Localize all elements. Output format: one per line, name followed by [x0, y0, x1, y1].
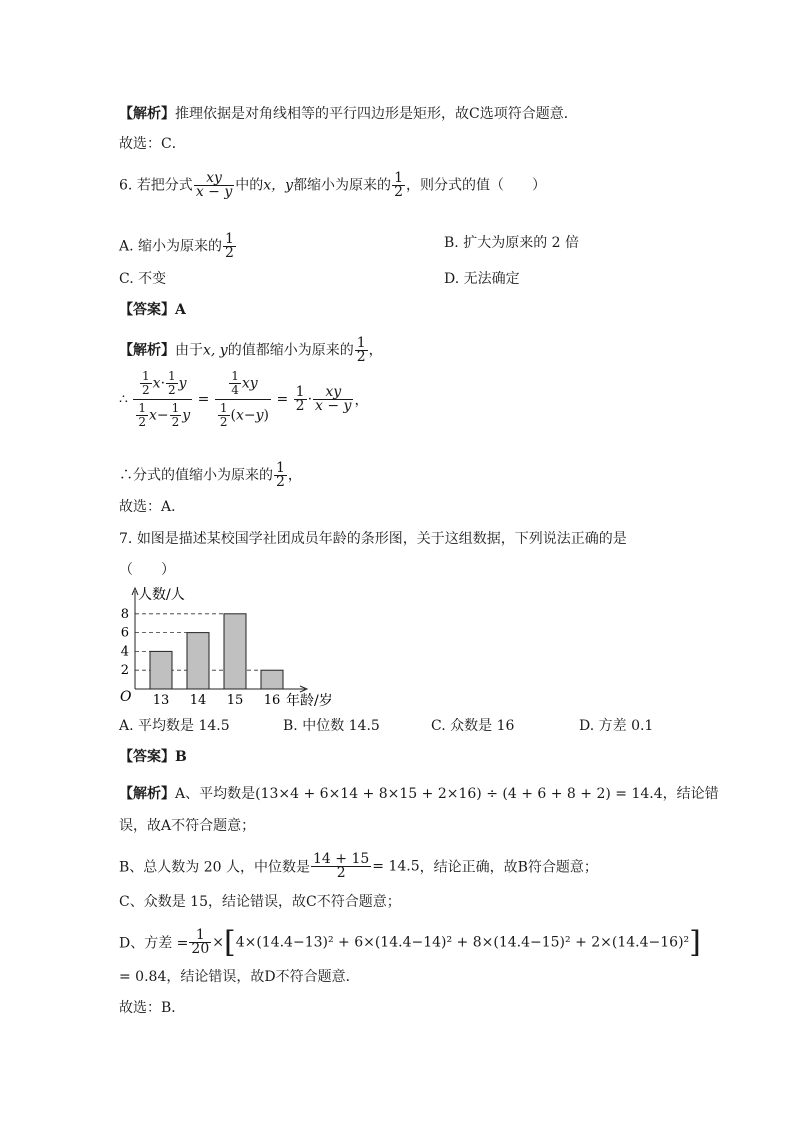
q6-equation: ∴ $\frac{1}{2}$ x· $\frac{1}{2}$ y $\frac{1}{2}$ x− $\frac{1}{2}$ y = $\frac{1}{4}$ xy $\frac{1}{2}$ (x−y) = $\frac{1}{2}$ · $\frac{xy}{x - y}$ ，: [119, 369, 369, 429]
option-text: A. 缩小为原来的: [119, 238, 223, 255]
q7-option-d: D. 方差 0.1: [579, 718, 654, 734]
q7-choose: 故选：B．: [119, 1000, 186, 1016]
bar: [224, 614, 246, 689]
q6-option-a: [119, 233, 237, 260]
fraction-half: $\frac{1}{2}$: [356, 335, 366, 365]
fraction-xy: $\frac{xy}{x - y}$: [315, 384, 352, 414]
origin-label: O: [120, 689, 132, 705]
q6-option-c: C. 不变: [119, 271, 167, 287]
median-fraction: $\frac{14 + 15}{2}$: [313, 851, 370, 881]
x-tick-label: 15: [226, 693, 244, 708]
q7-analysis-c: C、众数是 15，结论错误，故C不符合题意；: [119, 894, 401, 910]
fraction-half: $\frac{1}{2}$: [276, 460, 285, 490]
x-tick-label: 13: [152, 693, 170, 708]
bar: [187, 633, 209, 689]
x-axis-label: 年龄/岁: [286, 693, 333, 709]
stem-text: ，则分式的值（ ）: [405, 177, 546, 194]
y-axis-label: 人数/人: [138, 587, 185, 603]
y-tick-label: 6: [120, 625, 129, 641]
q7-option-b: B. 中位数 14.5: [283, 718, 380, 734]
x-tick-label: 16: [263, 693, 281, 708]
bar-chart: [110, 585, 370, 715]
conclusion-text: ，: [287, 467, 302, 484]
q6-answer: [119, 300, 186, 320]
analysis-text: D、方差 =: [119, 935, 189, 952]
question-number: 6.: [119, 177, 133, 194]
stem-vars: x，y: [263, 177, 294, 194]
q6-analysis: [119, 337, 383, 364]
q6-stem: [119, 172, 546, 199]
q6-option-b: B. 扩大为原来的 2 倍: [444, 235, 579, 251]
variance-fraction: $\frac{1}{20}$: [191, 927, 210, 957]
frac-num: 1: [394, 170, 403, 186]
stem-text: 若把分式: [136, 177, 193, 194]
analysis-text: A、平均数是: [175, 786, 256, 802]
q7-analysis-a2: 误，故A不符合题意；: [119, 818, 256, 834]
analysis-text: 推理依据是对角线相等的平行四边形是矩形，故C选项符合题意．: [175, 106, 578, 122]
conclusion-text: ∴分式的值缩小为原来的: [119, 467, 273, 484]
x-tick-label: 14: [189, 693, 207, 708]
bar: [150, 651, 172, 689]
compound-fraction-1: $\frac{1}{2}$ x· $\frac{1}{2}$ y $\frac{1}{2}$ x− $\frac{1}{2}$ y: [133, 370, 192, 429]
answer-text: 【答案】A: [119, 302, 186, 318]
y-tick-label: 8: [120, 606, 129, 622]
analysis-text: ，结论正确，故B符合题意；: [419, 859, 598, 876]
q6-choose: 故选：A．: [119, 499, 186, 515]
analysis-tag: 【解析】: [119, 106, 175, 122]
fraction-xy: [194, 172, 234, 199]
q7-analysis-a: [119, 784, 719, 804]
y-tick-label: 2: [120, 663, 129, 679]
q6-conclusion: [119, 462, 302, 489]
y-tick-label: 4: [120, 644, 129, 660]
answer-text: 【答案】B: [119, 749, 187, 765]
q7-analysis-b: [119, 853, 598, 880]
compound-fraction-2: $\frac{1}{4}$ xy $\frac{1}{2}$ (x−y): [215, 370, 271, 429]
q7-option-c: C. 众数是 16: [431, 718, 515, 734]
analysis-tag: 【解析】: [119, 786, 175, 802]
stem-text: 都缩小为原来的: [293, 177, 392, 194]
fraction-half: [392, 172, 405, 199]
q7-paren: （ ）: [119, 562, 175, 578]
median-result: = 14.5: [372, 858, 420, 875]
q7-analysis-d: D、方差 = $\frac{1}{20}$ ×[4×(14.4−13)² + 6×(14.4−14)² + 8×(14.4−15)² + 2×(14.4−16)²]: [119, 925, 701, 960]
stem-text: 中的: [235, 177, 264, 194]
analysis-text: ，结论错: [662, 786, 719, 802]
analysis-vars: x, y: [203, 342, 228, 359]
question-number: 7.: [119, 531, 133, 547]
q7-option-a: A. 平均数是 14.5: [119, 718, 230, 734]
stem-text: 如图是描述某校国学社团成员年龄的条形图，关于这组数据，下列说法正确的是: [136, 531, 627, 547]
mean-expression: (13×4 + 6×14 + 8×15 + 2×16) ÷ (4 + 6 + 8 + 2) = 14.4: [255, 786, 663, 802]
frac-den: 2: [394, 184, 403, 200]
analysis-text: 的值都缩小为原来的: [227, 342, 354, 359]
analysis-text: ，: [368, 342, 383, 359]
variance-expression: 4×(14.4−13)² + 6×(14.4−14)² + 8×(14.4−15)² + 2×(14.4−16)²: [235, 934, 690, 951]
analysis-text: 由于: [175, 342, 203, 359]
fraction-half: $\frac{1}{2}$: [225, 231, 234, 261]
analysis-tag: 【解析】: [119, 342, 175, 359]
analysis-text: ，结论错误，故D不符合题意．: [166, 969, 360, 985]
bar: [261, 670, 283, 689]
analysis-text: B、总人数为 20 人，中位数是: [119, 859, 311, 876]
fraction-half: $\frac{1}{2}$: [295, 384, 305, 414]
variance-result: = 0.84: [119, 969, 167, 985]
q6-option-d: D. 无法确定: [444, 271, 520, 287]
frac-den: x − y: [195, 184, 233, 200]
q5-analysis: [119, 104, 578, 124]
q7-answer: [119, 747, 187, 767]
q7-stem: [119, 529, 627, 549]
q5-choose: 故选：C．: [119, 136, 186, 152]
q7-analysis-d2: [119, 967, 360, 987]
frac-num: xy: [194, 172, 234, 186]
therefore-sign: ∴: [119, 391, 128, 408]
